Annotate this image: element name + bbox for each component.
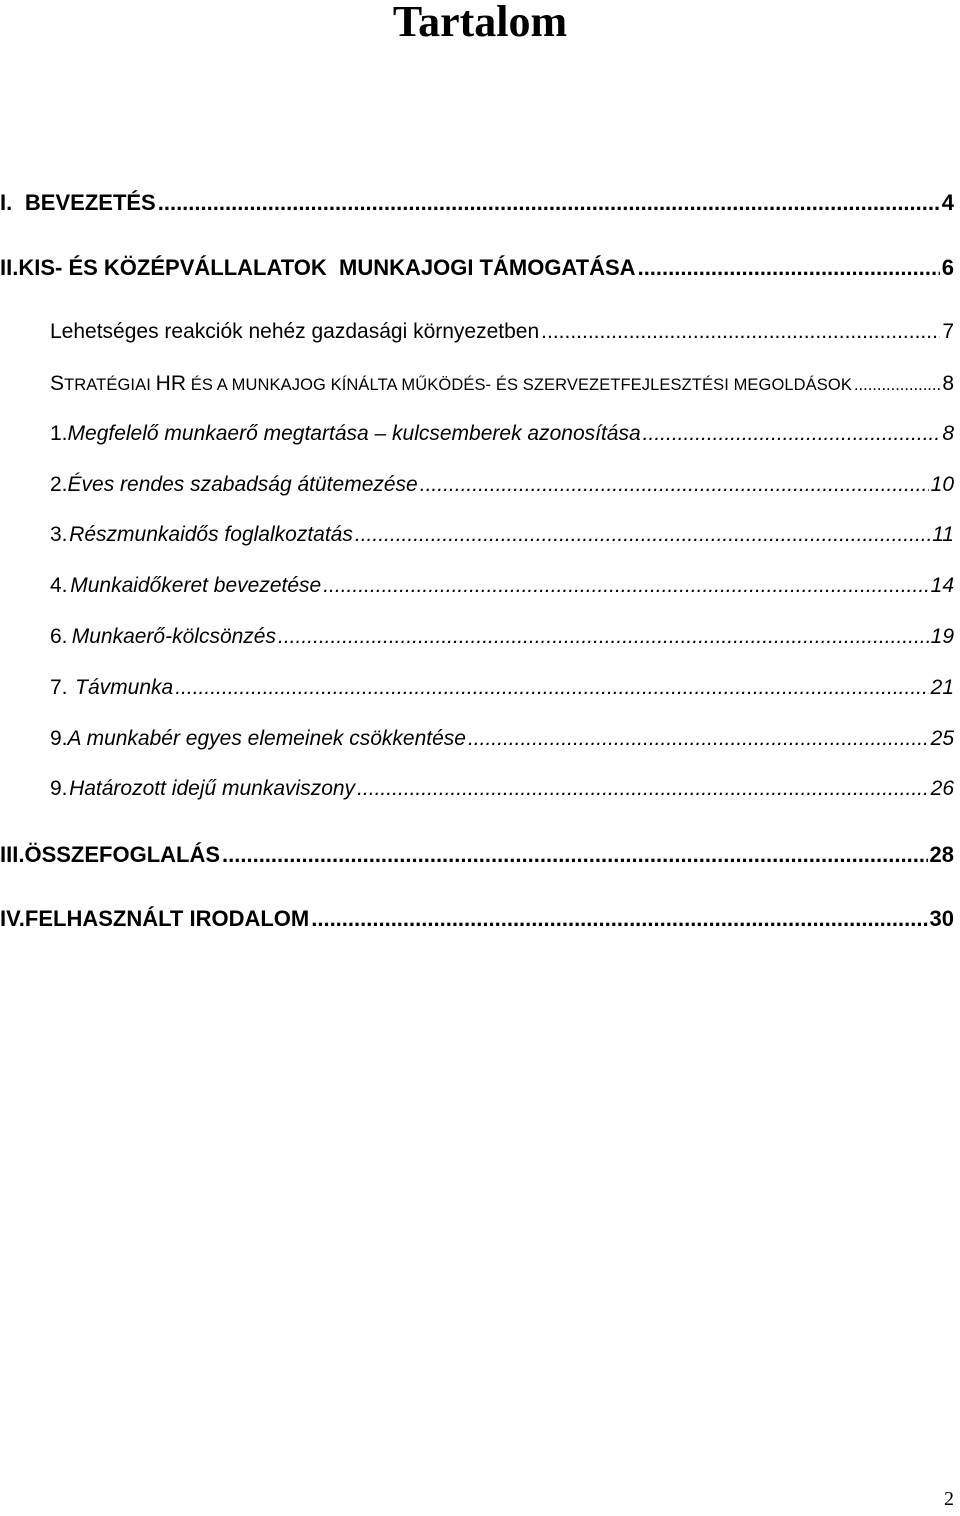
toc-entry-szabadsag-atutemezese[interactable] xyxy=(0,473,960,505)
toc-leader xyxy=(643,422,941,446)
toc-label: BEVEZETÉS xyxy=(24,190,156,215)
toc-number: 9. xyxy=(50,727,68,750)
toc-number: 4. xyxy=(50,574,68,597)
page-number: 2 xyxy=(944,1488,954,1510)
toc-leader xyxy=(278,625,929,649)
toc-number: II. xyxy=(0,255,19,280)
toc-entry-munkaero-kolcsonzes[interactable] xyxy=(0,625,960,657)
toc-page: 8 xyxy=(942,372,954,395)
toc-page: 11 xyxy=(932,523,954,546)
toc-page: 4 xyxy=(941,190,954,215)
toc-label: Részmunkaidős foglalkoztatás xyxy=(69,523,353,546)
toc-number: 1. xyxy=(50,422,68,445)
toc-leader xyxy=(323,574,928,598)
toc-label: Határozott idejű munkaviszony xyxy=(69,777,356,800)
toc-entry-reszmunkaidos-foglalkoztatas[interactable] xyxy=(0,523,960,555)
toc-leader xyxy=(638,255,940,281)
toc-number: IV. xyxy=(0,906,25,931)
toc-page: 14 xyxy=(930,574,954,597)
toc-number: 6. xyxy=(50,625,68,648)
toc-leader xyxy=(355,523,930,547)
toc-number: 3. xyxy=(50,523,68,546)
toc-entry-munkaber-csokkentese[interactable] xyxy=(0,727,960,759)
toc-entry-kkv-munkajogi-tamogatasa[interactable] xyxy=(0,255,960,287)
toc-number: III. xyxy=(0,842,25,867)
toc-leader xyxy=(854,376,940,395)
toc-entry-lehetseges-reakciok[interactable] xyxy=(0,320,960,352)
toc-page: 21 xyxy=(930,676,954,699)
toc-entry-felhasznalt-irodalom[interactable] xyxy=(0,906,960,938)
toc-leader xyxy=(311,906,927,932)
toc-leader xyxy=(357,777,929,801)
toc-leader xyxy=(158,190,940,216)
toc-entry-munkaidokeret[interactable] xyxy=(0,574,960,606)
toc-leader xyxy=(541,320,940,344)
toc-leader xyxy=(468,727,929,751)
toc-page: 28 xyxy=(929,842,954,867)
page-title: Tartalom xyxy=(392,0,568,46)
toc-label: Lehetséges reakciók nehéz gazdasági környezetben xyxy=(50,320,540,343)
toc-number: I. xyxy=(0,190,13,215)
toc-entry-munkaero-megtartasa[interactable] xyxy=(0,422,960,454)
toc-entry-osszefoglalas[interactable] xyxy=(0,842,960,874)
toc-label: Megfelelő munkaerő megtartása – kulcsemberek azonosítása xyxy=(67,422,641,445)
toc-page: 30 xyxy=(929,906,954,931)
toc-entry-strategiai-hr[interactable] xyxy=(0,372,960,404)
toc-page: 26 xyxy=(930,777,954,800)
toc-page: 6 xyxy=(941,255,954,280)
toc-label: STRATÉGIAI HR ÉS A MUNKAJOG KÍNÁLTA MŰKÖDÉS- ÉS SZERVEZETFEJLESZTÉSI MEGOLDÁSOK xyxy=(50,372,852,395)
toc-number: 2. xyxy=(50,473,68,496)
toc-label: Távmunka xyxy=(75,676,174,699)
toc-entry-bevezetes[interactable] xyxy=(0,190,960,222)
toc-leader xyxy=(222,842,928,868)
toc-label: Munkaerő-kölcsönzés xyxy=(71,625,276,648)
toc-page: 8 xyxy=(942,422,954,445)
toc-label: A munkabér egyes elemeinek csökkentése xyxy=(67,727,466,750)
toc-page: 19 xyxy=(930,625,954,648)
toc-leader xyxy=(175,676,928,700)
toc-page: 25 xyxy=(930,727,954,750)
toc-label: KIS- ÉS KÖZÉPVÁLLALATOK MUNKAJOGI TÁMOGATÁSA xyxy=(18,255,636,280)
toc-number: 7. xyxy=(50,676,68,699)
toc-number: 9. xyxy=(50,777,68,800)
toc-leader xyxy=(420,473,929,497)
toc-label: ÖSSZEFOGLALÁS xyxy=(24,842,221,867)
toc-label: Éves rendes szabadság átütemezése xyxy=(67,473,418,496)
toc-label: FELHASZNÁLT IRODALOM xyxy=(24,906,310,931)
toc-entry-tavmunka[interactable] xyxy=(0,676,960,708)
toc-page: 7 xyxy=(942,320,954,343)
toc-entry-hatarozott-ideju-munkaviszony[interactable] xyxy=(0,777,960,809)
toc-page: 10 xyxy=(930,473,954,496)
toc-label: Munkaidőkeret bevezetése xyxy=(70,574,322,597)
